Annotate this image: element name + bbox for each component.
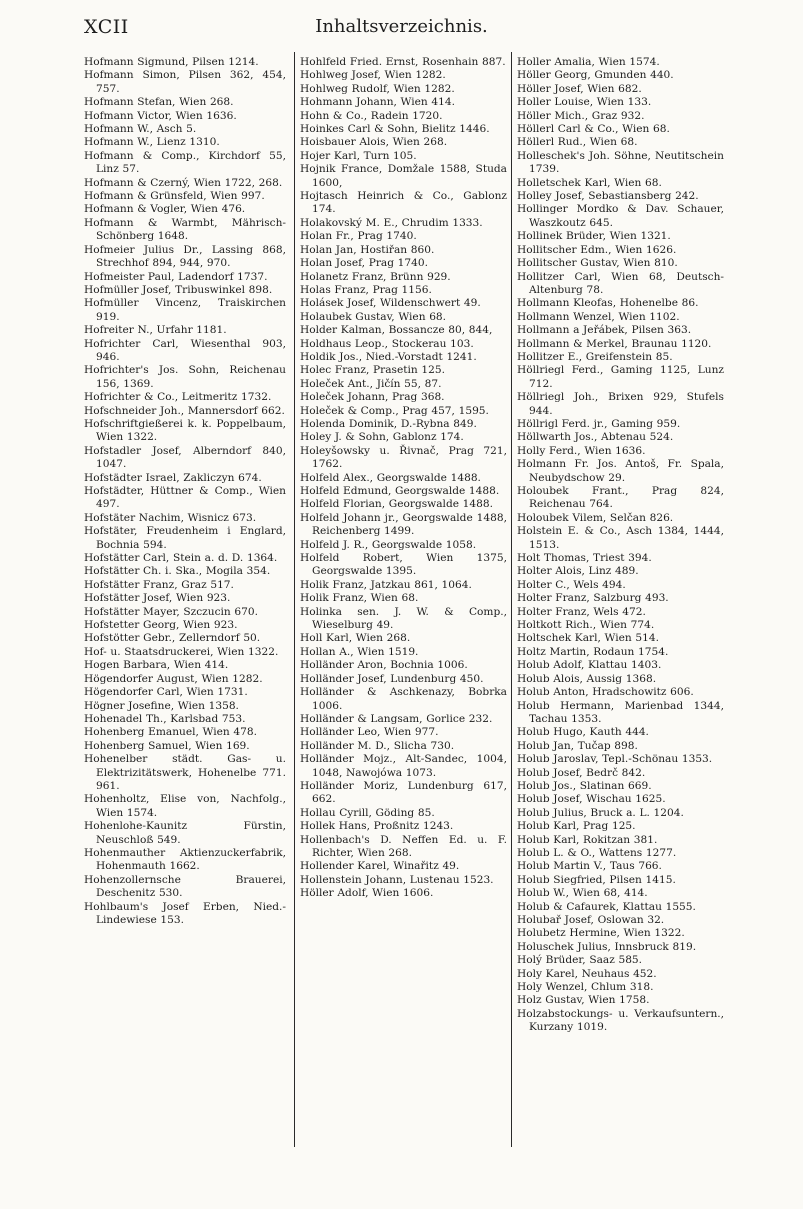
index-entry: Hollitscher Gustav, Wien 810. bbox=[517, 257, 678, 270]
index-entry: Hollmann Wenzel, Wien 1102. bbox=[517, 310, 680, 323]
index-entry: Hollmann Kleofas, Hohenelbe 86. bbox=[517, 297, 699, 310]
index-entry: Hofmüller Vincenz, Traiskirchen 919. bbox=[84, 297, 286, 323]
index-entry: Hohenholtz, Elise von, Nachfolg., Wien 1574. bbox=[84, 793, 286, 819]
index-entry: Höllriegl Ferd., Gaming 1125, Lunz 712. bbox=[517, 364, 724, 390]
index-entry: Holas Franz, Prag 1156. bbox=[300, 283, 432, 296]
index-entry: Holdhaus Leop., Stockerau 103. bbox=[300, 337, 474, 350]
index-entry: Hofmann Simon, Pilsen 362, 454, 757. bbox=[84, 69, 286, 95]
index-entry: Hollau Cyrill, Göding 85. bbox=[300, 806, 435, 819]
index-entry: Höller Georg, Gmunden 440. bbox=[517, 69, 674, 82]
index-entry: Holub Jaroslav, Tepl.-Schönau 1353. bbox=[517, 753, 713, 766]
index-entry: Holfeld Robert, Wien 1375, Georgswalde 1395. bbox=[300, 552, 507, 578]
index-column-3 bbox=[517, 56, 724, 1035]
index-entry: Holenda Dominik, D.-Rybna 849. bbox=[300, 417, 477, 430]
index-entry: Hofstädter Israel, Zakliczyn 674. bbox=[84, 471, 262, 484]
index-entry: Holtz Martin, Rodaun 1754. bbox=[517, 645, 669, 658]
index-entry: Holub & Cafaurek, Klattau 1555. bbox=[517, 900, 696, 913]
index-entry: Holfeld Florian, Georgswalde 1488. bbox=[300, 498, 493, 511]
page-header bbox=[0, 8, 803, 42]
index-entry: Hofmann & Grünsfeld, Wien 997. bbox=[84, 190, 265, 203]
index-entry: Holländer Josef, Lundenburg 450. bbox=[300, 672, 484, 685]
index-entry: Holey J. & Sohn, Gablonz 174. bbox=[300, 431, 464, 444]
index-entry: Holeček & Comp., Prag 457, 1595. bbox=[300, 404, 489, 417]
index-entry: Holstein E. & Co., Asch 1384, 1444, 1513. bbox=[517, 525, 724, 551]
index-entry: Hohenzollernsche Brauerei, Deschenitz 530. bbox=[84, 873, 286, 900]
index-entry: Hohenadel Th., Karlsbad 753. bbox=[84, 712, 246, 725]
index-entry: Holfeld Johann jr., Georgswalde 1488, Reichenberg 1499. bbox=[300, 511, 507, 538]
index-entry: Hofmeier Julius Dr., Lassing 868, Strechhof 894, 944, 970. bbox=[84, 243, 286, 270]
index-entry: Hofstäter Nachim, Wisnicz 673. bbox=[84, 511, 257, 524]
index-entry: Högendorfer August, Wien 1282. bbox=[84, 672, 263, 685]
index-entry: Hofstetter Georg, Wien 923. bbox=[84, 619, 238, 632]
index-entry: Hofmeister Paul, Ladendorf 1737. bbox=[84, 270, 268, 283]
index-entry: Holub Julius, Bruck a. L. 1204. bbox=[517, 806, 684, 819]
index-entry: Holfeld Alex., Georgswalde 1488. bbox=[300, 471, 481, 484]
index-entry: Höllerl Rud., Wien 68. bbox=[517, 136, 638, 149]
index-entry: Hohenberg Emanuel, Wien 478. bbox=[84, 726, 257, 739]
index-entry: Hollmann & Merkel, Braunau 1120. bbox=[517, 337, 712, 350]
index-entry: Holub Josef, Wischau 1625. bbox=[517, 793, 666, 806]
index-entry: Hogen Barbara, Wien 414. bbox=[84, 659, 229, 672]
index-entry: Hollenstein Johann, Lustenau 1523. bbox=[300, 873, 494, 886]
index-entry: Hohenmauther Aktienzuckerfabrik, Hohenmauth 1662. bbox=[84, 846, 286, 873]
index-entry: Hohlweg Rudolf, Wien 1282. bbox=[300, 82, 455, 95]
index-entry: Hollenbach's D. Neffen Ed. u. F. Richter, Wien 268. bbox=[300, 833, 507, 859]
index-entry: Högendorfer Carl, Wien 1731. bbox=[84, 686, 248, 699]
index-entry: Holub Adolf, Klattau 1403. bbox=[517, 659, 662, 672]
index-entry: Holler Louise, Wien 133. bbox=[517, 96, 652, 109]
index-entry: Holfeld J. R., Georgswalde 1058. bbox=[300, 538, 477, 551]
index-entry: Hofmann W., Asch 5. bbox=[84, 123, 197, 136]
index-entry: Höllwarth Jos., Abtenau 524. bbox=[517, 431, 674, 444]
index-entry: Holter Franz, Salzburg 493. bbox=[517, 592, 669, 605]
index-entry: Holub Jan, Tučap 898. bbox=[517, 739, 638, 752]
index-entry: Hofmüller Josef, Tribuswinkel 898. bbox=[84, 283, 273, 296]
index-entry: Hollender Karel, Winařitz 49. bbox=[300, 860, 460, 873]
index-entry: Höller Adolf, Wien 1606. bbox=[300, 887, 434, 900]
index-entry: Högner Josefine, Wien 1358. bbox=[84, 699, 239, 712]
column-divider bbox=[294, 52, 295, 1147]
page-number: XCII bbox=[84, 16, 129, 38]
index-entry: Holinka sen. J. W. & Comp., Wieselburg 49. bbox=[300, 605, 507, 632]
index-entry: Holländer & Langsam, Gorlice 232. bbox=[300, 712, 493, 725]
index-entry: Holub Hugo, Kauth 444. bbox=[517, 726, 649, 739]
index-entry: Holy Karel, Neuhaus 452. bbox=[517, 967, 657, 980]
index-entry: Holdik Jos., Nied.-Vorstadt 1241. bbox=[300, 350, 477, 363]
index-entry: Höller Mich., Graz 932. bbox=[517, 109, 645, 122]
index-column-2 bbox=[300, 56, 507, 901]
index-entry: Hollmann a Jeřábek, Pilsen 363. bbox=[517, 324, 692, 337]
index-entry: Holan Jan, Hostiřan 860. bbox=[300, 243, 435, 256]
index-entry: Hojtasch Heinrich & Co., Gablonz 174. bbox=[300, 190, 507, 216]
index-entry: Holub Siegfried, Pilsen 1415. bbox=[517, 873, 676, 886]
index-entry: Hohlbaum's Josef Erben, Nied.-Lindewiese 153. bbox=[84, 900, 286, 926]
index-entry: Hofstätter Josef, Wien 923. bbox=[84, 592, 231, 605]
index-entry: Hojer Karl, Turn 105. bbox=[300, 149, 417, 162]
index-entry: Holeček Johann, Prag 368. bbox=[300, 391, 445, 404]
index-entry: Hofmann & Czerný, Wien 1722, 268. bbox=[84, 176, 283, 189]
index-entry: Holly Ferd., Wien 1636. bbox=[517, 444, 646, 457]
index-entry: Hofrichter Carl, Wiesenthal 903, 946. bbox=[84, 337, 286, 363]
index-entry: Holländer Moriz, Lundenburg 617, 662. bbox=[300, 779, 507, 806]
index-entry: Holz Gustav, Wien 1758. bbox=[517, 994, 650, 1007]
index-entry: Holoubek Vilem, Selčan 826. bbox=[517, 511, 674, 524]
index-entry: Holan Fr., Prag 1740. bbox=[300, 230, 417, 243]
index-entry: Holub Karl, Prag 125. bbox=[517, 820, 636, 833]
index-entry: Hohlweg Josef, Wien 1282. bbox=[300, 69, 446, 82]
index-entry: Hohenberg Samuel, Wien 169. bbox=[84, 739, 250, 752]
index-entry: Holtschek Karl, Wien 514. bbox=[517, 632, 659, 645]
index-entry: Holub Martin V., Taus 766. bbox=[517, 860, 662, 873]
index-entry: Holländer Mojz., Alt-Sandec, 1004, 1048, Nawojówa 1073. bbox=[300, 753, 507, 779]
index-entry: Holländer M. D., Slicha 730. bbox=[300, 739, 455, 752]
index-entry: Holländer & Aschkenazy, Bobrka 1006. bbox=[300, 686, 507, 712]
index-entry: Holub Hermann, Marienbad 1344, Tachau 1353. bbox=[517, 699, 724, 725]
index-entry: Holec Franz, Prasetin 125. bbox=[300, 364, 445, 377]
index-entry: Hofreiter N., Urfahr 1181. bbox=[84, 324, 227, 337]
index-entry: Höllerl Carl & Co., Wien 68. bbox=[517, 123, 670, 136]
index-entry: Holý Brüder, Saaz 585. bbox=[517, 954, 643, 967]
index-entry: Holler Amalia, Wien 1574. bbox=[517, 56, 660, 68]
index-entry: Hofstätter Mayer, Szczucin 670. bbox=[84, 605, 258, 618]
index-entry: Hof- u. Staatsdruckerei, Wien 1322. bbox=[84, 645, 279, 658]
index-entry: Holzabstockungs- u. Verkaufsuntern., Kurzany 1019. bbox=[517, 1007, 724, 1034]
index-entry: Holleschek's Joh. Söhne, Neutitschein 1739. bbox=[517, 149, 724, 176]
index-entry: Hoinkes Carl & Sohn, Bielitz 1446. bbox=[300, 123, 490, 136]
index-entry: Hofmann Sigmund, Pilsen 1214. bbox=[84, 56, 259, 68]
column-divider bbox=[511, 52, 512, 1147]
index-entry: Hofstätter Carl, Stein a. d. D. 1364. bbox=[84, 552, 278, 565]
index-entry: Holub W., Wien 68, 414. bbox=[517, 887, 648, 900]
index-entry: Hofstötter Gebr., Zellerndorf 50. bbox=[84, 632, 261, 645]
index-entry: Holaubek Gustav, Wien 68. bbox=[300, 310, 447, 323]
index-entry: Hohn & Co., Radein 1720. bbox=[300, 109, 443, 122]
index-entry: Holakovský M. E., Chrudim 1333. bbox=[300, 216, 483, 229]
index-entry: Hofmann & Vogler, Wien 476. bbox=[84, 203, 246, 216]
index-entry: Hofstäter, Freudenheim i Englard, Bochnia 594. bbox=[84, 525, 286, 551]
index-entry: Holik Franz, Jatzkau 861, 1064. bbox=[300, 578, 472, 591]
index-entry: Hofmann Stefan, Wien 268. bbox=[84, 96, 234, 109]
index-entry: Holley Josef, Sebastiansberg 242. bbox=[517, 190, 699, 203]
index-entry: Hofmann Victor, Wien 1636. bbox=[84, 109, 237, 122]
index-entry: Hohenlohe-Kaunitz Fürstin, Neuschloß 549. bbox=[84, 820, 286, 846]
index-entry: Holásek Josef, Wildenschwert 49. bbox=[300, 297, 481, 310]
index-entry: Hofstadler Josef, Alberndorf 840, 1047. bbox=[84, 444, 286, 471]
index-entry: Hollek Hans, Proßnitz 1243. bbox=[300, 820, 454, 833]
index-entry: Holub Josef, Bedrč 842. bbox=[517, 766, 646, 779]
index-entry: Holtkott Rich., Wien 774. bbox=[517, 619, 655, 632]
index-entry: Holter Alois, Linz 489. bbox=[517, 565, 639, 578]
index-entry: Hofschriftgießerei k. k. Poppelbaum, Wien 1322. bbox=[84, 417, 286, 444]
index-entry: Holeček Ant., Jičín 55, 87. bbox=[300, 377, 442, 390]
index-entry: Holter Franz, Wels 472. bbox=[517, 605, 646, 618]
index-entry: Hofmann & Comp., Kirchdorf 55, Linz 57. bbox=[84, 149, 286, 176]
index-entry: Holt Thomas, Triest 394. bbox=[517, 552, 652, 565]
index-entry: Holmann Fr. Jos. Antoš, Fr. Spala, Neubydschow 29. bbox=[517, 458, 724, 484]
index-entry: Holy Wenzel, Chlum 318. bbox=[517, 981, 654, 994]
index-entry: Hofstätter Ch. i. Ska., Mogila 354. bbox=[84, 565, 271, 578]
index-entry: Holanetz Franz, Brünn 929. bbox=[300, 270, 451, 283]
index-entry: Hohlfeld Fried. Ernst, Rosenhain 887. bbox=[300, 56, 506, 68]
index-entry: Holubař Josef, Oslowan 32. bbox=[517, 914, 665, 926]
page-title: Inhaltsverzeichnis. bbox=[315, 16, 488, 37]
index-entry: Hollitzer E., Greifenstein 85. bbox=[517, 350, 673, 363]
index-entry: Holub L. & O., Wattens 1277. bbox=[517, 846, 677, 859]
index-entry: Holik Franz, Wien 68. bbox=[300, 592, 419, 605]
index-entry: Hofrichter & Co., Leitmeritz 1732. bbox=[84, 391, 272, 404]
index-entry: Holoubek Frant., Prag 824, Reichenau 764. bbox=[517, 485, 724, 511]
index-entry: Hollitzer Carl, Wien 68, Deutsch-Altenburg 78. bbox=[517, 270, 724, 296]
index-entry: Hollinek Brüder, Wien 1321. bbox=[517, 230, 671, 243]
index-entry: Holletschek Karl, Wien 68. bbox=[517, 176, 662, 189]
index-entry: Höllriegl Joh., Brixen 929, Stufels 944. bbox=[517, 391, 724, 417]
index-entry: Hohenelber städt. Gas- u. Elektrizitätswerk, Hohenelbe 771. 961. bbox=[84, 753, 286, 792]
index-entry: Holl Karl, Wien 268. bbox=[300, 632, 411, 645]
index-entry: Holeyšowsky u. Řivnač, Prag 721, 1762. bbox=[300, 444, 507, 471]
index-entry: Hofmann W., Lienz 1310. bbox=[84, 136, 220, 149]
index-entry: Holub Jos., Slatinan 669. bbox=[517, 779, 652, 792]
index-entry: Holub Anton, Hradschowitz 606. bbox=[517, 686, 694, 699]
index-entry: Hollinger Mordko & Dav. Schauer, Waszkoutz 645. bbox=[517, 203, 724, 229]
index-entry: Höller Josef, Wien 682. bbox=[517, 82, 642, 95]
index-entry: Hofstädter, Hüttner & Comp., Wien 497. bbox=[84, 485, 286, 511]
index-entry: Hollan A., Wien 1519. bbox=[300, 645, 419, 658]
index-entry: Holub Karl, Rokitzan 381. bbox=[517, 833, 658, 846]
index-entry: Hofschneider Joh., Mannersdorf 662. bbox=[84, 404, 285, 417]
index-entry: Holfeld Edmund, Georgswalde 1488. bbox=[300, 485, 500, 497]
index-entry: Hofmann & Warmbt, Mährisch-Schönberg 1648. bbox=[84, 216, 286, 243]
index-entry: Holubetz Hermine, Wien 1322. bbox=[517, 927, 685, 940]
index-column-1 bbox=[84, 56, 286, 927]
index-entry: Holder Kalman, Bossancze 80, 844, bbox=[300, 324, 493, 337]
index-entry: Holländer Aron, Bochnia 1006. bbox=[300, 659, 468, 672]
index-entry: Hoisbauer Alois, Wien 268. bbox=[300, 136, 448, 149]
index-entry: Holan Josef, Prag 1740. bbox=[300, 257, 429, 270]
index-entry: Hohmann Johann, Wien 414. bbox=[300, 96, 455, 109]
index-entry: Holuschek Julius, Innsbruck 819. bbox=[517, 940, 697, 953]
index-entry: Hollitscher Edm., Wien 1626. bbox=[517, 243, 677, 256]
index-entry: Holter C., Wels 494. bbox=[517, 578, 626, 591]
index-entry: Hojnik France, Domžale 1588, Studa 1600, bbox=[300, 163, 507, 189]
index-entry: Hofrichter's Jos. Sohn, Reichenau 156, 1369. bbox=[84, 364, 286, 390]
index-entry: Hofstätter Franz, Graz 517. bbox=[84, 578, 234, 591]
index-entry: Holub Alois, Aussig 1368. bbox=[517, 672, 657, 685]
index-entry: Höllrigl Ferd. jr., Gaming 959. bbox=[517, 417, 681, 430]
index-entry: Holländer Leo, Wien 977. bbox=[300, 726, 439, 739]
